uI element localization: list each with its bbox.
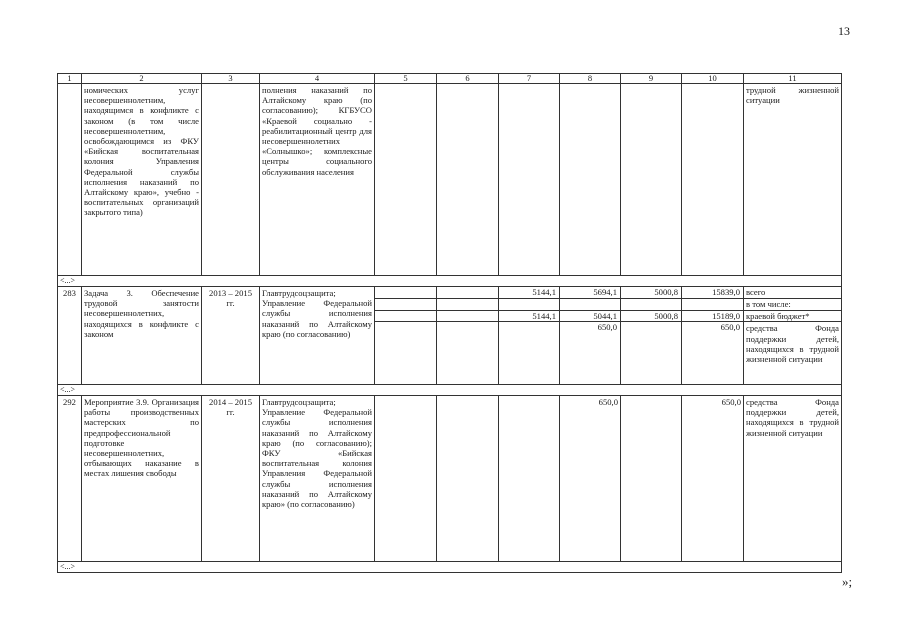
column-number-row bbox=[58, 74, 842, 84]
value-2013-regional: 5144,1 bbox=[499, 311, 559, 323]
value-cell-col7 bbox=[499, 287, 560, 385]
task-cell: Задача 3. Обеспечение трудовой занятости несовершеннолетних, находящихся в конфликте с законом bbox=[82, 287, 202, 385]
gap-marker: <...> bbox=[58, 562, 842, 573]
value-2014: 650,0 bbox=[560, 396, 621, 562]
value-cell bbox=[560, 84, 621, 276]
value-sum-regional: 15189,0 bbox=[682, 311, 743, 323]
value-2013-total: 5144,1 bbox=[499, 287, 559, 299]
value-cell bbox=[437, 396, 499, 562]
value-sum: 650,0 bbox=[682, 396, 744, 562]
funding-fund-label: средства Фонда поддержки детей, находящихся в трудной жизненной ситуации bbox=[746, 323, 839, 364]
value-2014-subtotal bbox=[560, 299, 620, 311]
executor-cell: Главтрудсоцзащита; Управление Федеральной службы исполнения наказаний по Алтайскому краю (по согласованию); ФКУ «Бийская воспитательная колония Управления Федеральной службы исполнения наказаний по Алтайскому краю» (по согласованию) bbox=[260, 396, 375, 562]
value-2014-total: 5694,1 bbox=[560, 287, 620, 299]
period-cell: 2013 – 2015 гг. bbox=[202, 287, 260, 385]
value-2015-total: 5000,8 bbox=[621, 287, 681, 299]
value-2015-regional: 5000,8 bbox=[621, 311, 681, 323]
column-header: 3 bbox=[202, 74, 260, 84]
value-cell bbox=[375, 396, 437, 562]
gap-row bbox=[58, 562, 842, 573]
column-header: 8 bbox=[560, 74, 621, 84]
value-cell bbox=[499, 84, 560, 276]
value-cell-col6 bbox=[437, 287, 499, 385]
value-cell-col8 bbox=[560, 287, 621, 385]
column-header: 4 bbox=[260, 74, 375, 84]
executor-cell: Главтрудсоцзащита; Управление Федеральной службы исполнения наказаний по Алтайскому краю (по согласованию) bbox=[260, 287, 375, 385]
gap-row bbox=[58, 385, 842, 396]
value-2014-fund: 650,0 bbox=[597, 322, 617, 333]
value-cell-col9 bbox=[621, 287, 682, 385]
gap-row bbox=[58, 276, 842, 287]
value-cell bbox=[621, 396, 682, 562]
value-2013-subtotal bbox=[499, 299, 559, 311]
value-cell bbox=[375, 84, 437, 276]
value-cell-col5 bbox=[375, 287, 437, 385]
row-283 bbox=[58, 287, 842, 385]
value-cell bbox=[437, 84, 499, 276]
value-2015-subtotal bbox=[621, 299, 681, 311]
funding-including-label: в том числе: bbox=[744, 299, 841, 311]
program-table bbox=[57, 73, 842, 573]
column-header: 9 bbox=[621, 74, 682, 84]
row-number-cell: 292 bbox=[58, 396, 82, 562]
value-sum-fund: 650,0 bbox=[720, 322, 740, 333]
value-sum-total: 15839,0 bbox=[682, 287, 743, 299]
column-header: 5 bbox=[375, 74, 437, 84]
closing-quote-mark: »; bbox=[842, 574, 853, 589]
column-header: 6 bbox=[437, 74, 499, 84]
column-header: 7 bbox=[499, 74, 560, 84]
value-cell bbox=[682, 84, 744, 276]
column-header: 10 bbox=[682, 74, 744, 84]
row-number-cell bbox=[58, 84, 82, 276]
continuation-row bbox=[58, 84, 842, 276]
funding-source-cell: трудной жизненной ситуации bbox=[744, 84, 842, 276]
funding-source-cell bbox=[744, 287, 842, 385]
row-292 bbox=[58, 396, 842, 562]
row-number-cell: 283 bbox=[58, 287, 82, 385]
page-number: 13 bbox=[838, 24, 850, 38]
funding-regional-label: краевой бюджет* bbox=[744, 311, 841, 323]
value-2014-regional: 5044,1 bbox=[560, 311, 620, 323]
value-cell bbox=[621, 84, 682, 276]
gap-marker: <...> bbox=[58, 276, 842, 287]
column-header: 1 bbox=[58, 74, 82, 84]
executor-cell: полнения наказаний по Алтайскому краю (по согласованию); КГБУСО «Краевой социально - реабилитационный центр для несовершеннолетних «Солнышко»; комплексные центры социального обслуживания населения bbox=[260, 84, 375, 276]
funding-source-cell: средства Фонда поддержки детей, находящихся в трудной жизненной ситуации bbox=[744, 396, 842, 562]
period-cell bbox=[202, 84, 260, 276]
value-sum-subtotal bbox=[682, 299, 743, 311]
value-cell bbox=[499, 396, 560, 562]
value-cell-col10 bbox=[682, 287, 744, 385]
column-header: 11 bbox=[744, 74, 842, 84]
task-cell: номических услуг несовершеннолетним, находящимся в конфликте с законом (в том числе несовершеннолетним, освобождающимся из ФКУ «Бийская воспитательная колония Управления Федеральной службы исполнения наказаний по Алтайскому краю», учебно - воспитательных организаций закрытого типа) bbox=[82, 84, 202, 276]
period-cell: 2014 – 2015 гг. bbox=[202, 396, 260, 562]
column-header: 2 bbox=[82, 74, 202, 84]
gap-marker: <...> bbox=[58, 385, 842, 396]
task-cell: Мероприятие 3.9. Организация работы производственных мастерских по предпрофессиональной подготовке несовершеннолетних, отбывающих наказание в местах лишения свободы bbox=[82, 396, 202, 562]
funding-total-label: всего bbox=[744, 287, 841, 299]
